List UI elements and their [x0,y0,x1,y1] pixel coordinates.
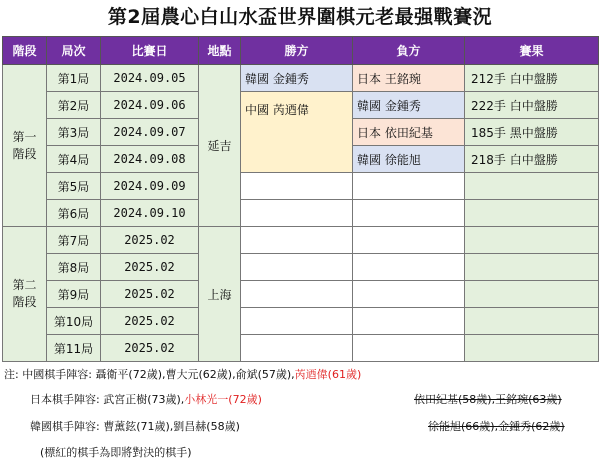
result-cell [465,227,599,254]
round-cell: 第5局 [47,173,101,200]
date-cell: 2025.02 [101,227,199,254]
footnote: (標紅的棋手為即將對決的棋手) [40,446,192,459]
date-cell: 2024.09.09 [101,173,199,200]
round-cell: 第9局 [47,281,101,308]
loser-cell: 韓國 徐能旭 [353,146,465,173]
winner-cell [241,200,353,227]
loser-cell: 韓國 金鍾秀 [353,92,465,119]
japan-active-player: 小林光一(72歲) [184,393,262,406]
round-cell: 第2局 [47,92,101,119]
header-round: 局次 [47,37,101,65]
loser-cell [353,173,465,200]
china-roster-label: 中國棋手陣容: [22,368,92,381]
winner-cell: 中國 芮迺偉 [241,92,353,173]
round-cell: 第1局 [47,65,101,92]
stage-2-cell [3,227,47,362]
round-cell: 第10局 [47,308,101,335]
loser-cell [353,254,465,281]
winner-cell [241,254,353,281]
result-cell [465,173,599,200]
china-roster-players: 聶衛平(72歲),曹大元(62歲),俞斌(57歲), [95,368,295,381]
notes-prefix: 注: [4,368,19,381]
date-cell: 2025.02 [101,335,199,362]
round-cell: 第3局 [47,119,101,146]
result-cell: 222手 白中盤勝 [465,92,599,119]
winner-cell [241,308,353,335]
result-cell [465,335,599,362]
table-header-row [3,37,599,65]
table-row [3,65,599,92]
stage-1-label-1: 第一 [12,129,37,144]
loser-cell: 日本 王銘琬 [353,65,465,92]
schedule-table [2,36,599,362]
loser-cell [353,308,465,335]
round-cell: 第8局 [47,254,101,281]
round-cell: 第4局 [47,146,101,173]
japan-eliminated-players: 依田紀基(58歲),王銘琬(63歲) [414,393,562,406]
header-loser: 負方 [353,37,465,65]
stage-2-label-1: 第二 [12,278,37,292]
table-row [3,173,599,200]
japan-roster-label: 日本棋手陣容: [30,393,100,406]
venue-2-cell: 上海 [199,227,241,362]
korea-eliminated-players: 徐能旭(66歲),金鍾秀(62歲) [428,420,565,433]
round-cell: 第6局 [47,200,101,227]
date-cell: 2024.09.07 [101,119,199,146]
winner-cell [241,173,353,200]
header-winner: 勝方 [241,37,353,65]
table-row [3,335,599,362]
result-cell: 218手 白中盤勝 [465,146,599,173]
winner-cell [241,281,353,308]
date-cell: 2025.02 [101,281,199,308]
stage-1-label-2: 階段 [12,146,37,161]
round-cell: 第7局 [47,227,101,254]
loser-cell [353,227,465,254]
date-cell: 2025.02 [101,254,199,281]
korea-roster-label: 韓國棋手陣容: [30,420,100,433]
china-active-player: 芮迺偉(61歲) [294,368,362,381]
stage-2-label-2: 階段 [12,295,37,309]
table-row [3,281,599,308]
header-venue: 地點 [199,37,241,65]
header-date: 比賽日 [101,37,199,65]
header-result: 賽果 [465,37,599,65]
table-row [3,92,599,119]
result-cell [465,200,599,227]
page-title: 第2屆農心白山水盃世界圍棋元老最强戰賽況 [107,6,493,28]
header-stage: 階段 [3,37,47,65]
round-cell: 第11局 [47,335,101,362]
table-row [3,308,599,335]
date-cell: 2024.09.05 [101,65,199,92]
winner-cell [241,335,353,362]
korea-roster-line [30,418,240,434]
loser-cell: 日本 依田紀基 [353,119,465,146]
table-row [3,200,599,227]
china-roster-line [4,366,361,382]
japan-roster-line [30,391,262,407]
loser-cell [353,335,465,362]
date-cell: 2024.09.10 [101,200,199,227]
date-cell: 2024.09.06 [101,92,199,119]
date-cell: 2024.09.08 [101,146,199,173]
loser-cell [353,281,465,308]
stage-1-cell [3,65,47,227]
korea-roster-players: 曹薰鉉(71歲),劉昌赫(58歲) [103,420,240,433]
loser-cell [353,200,465,227]
japan-roster-players: 武宮正樹(73歲), [103,393,185,406]
table-row [3,254,599,281]
winner-cell [241,227,353,254]
table-row [3,227,599,254]
result-cell [465,308,599,335]
result-cell: 185手 黑中盤勝 [465,119,599,146]
result-cell [465,281,599,308]
winner-cell: 韓國 金鍾秀 [241,65,353,92]
date-cell: 2025.02 [101,308,199,335]
result-cell: 212手 白中盤勝 [465,65,599,92]
venue-1-cell: 延吉 [199,65,241,227]
result-cell [465,254,599,281]
